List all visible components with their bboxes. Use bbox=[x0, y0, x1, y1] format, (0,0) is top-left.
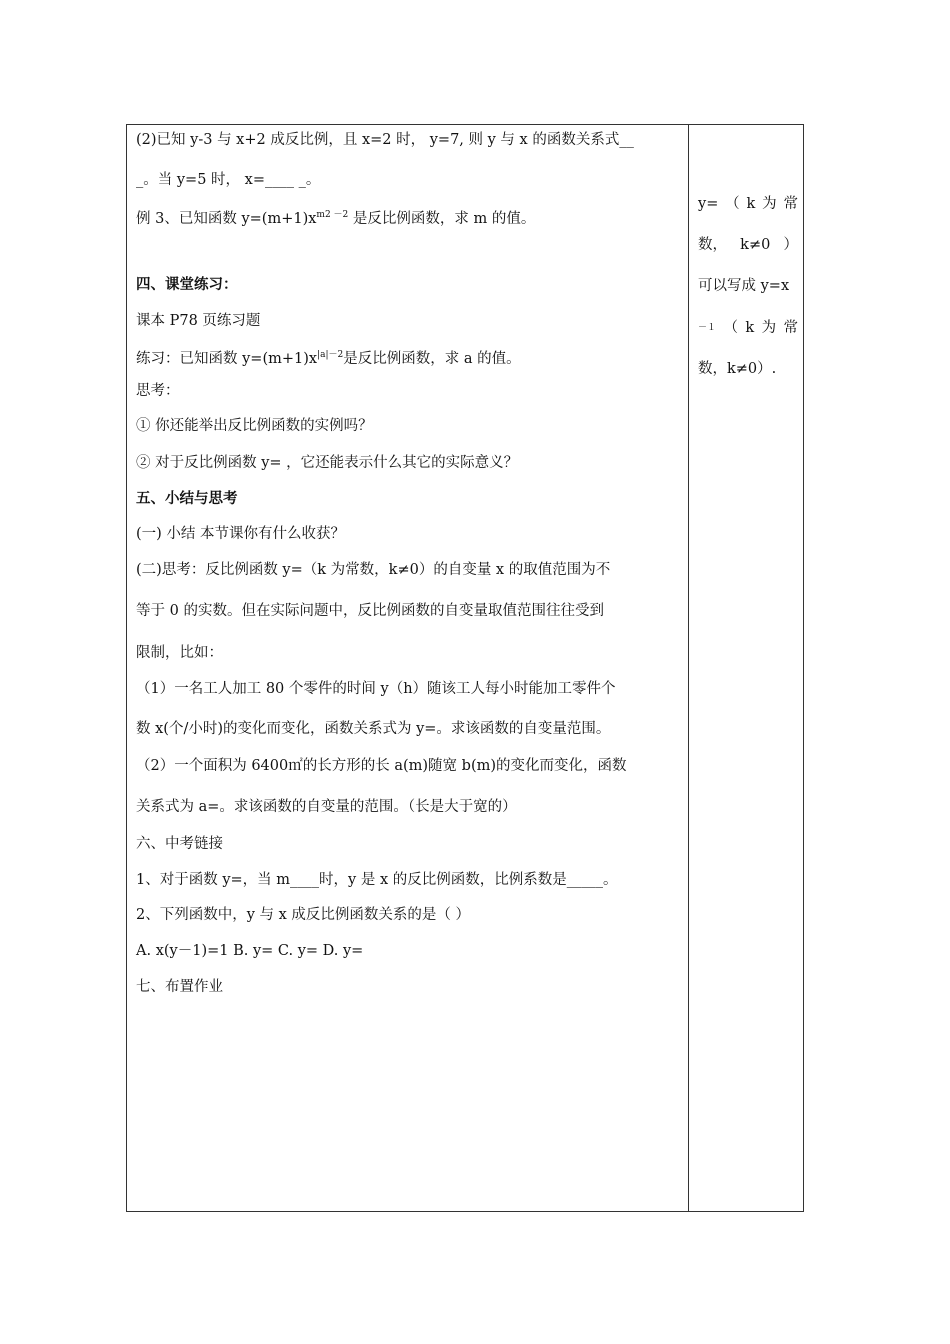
practice-exponent: |a|－2 bbox=[317, 350, 344, 360]
example-1-line-1: （1）一名工人加工 80 个零件的时间 y（h）随该工人每小时能加工零件个 bbox=[136, 681, 616, 697]
exam-question-2: 2、下列函数中，y 与 x 成反比例函数关系的是（ ） bbox=[136, 907, 471, 923]
practice-tail: 是反比例函数，求 a 的值。 bbox=[343, 351, 521, 367]
exam-question-1: 1、对于函数 y=，当 m____时，y 是 x 的反比例函数，比例系数是_____。 bbox=[136, 872, 618, 888]
section-5-heading: 五、小结与思考 bbox=[136, 490, 238, 507]
side-note-token: （ bbox=[723, 320, 738, 336]
reflection-line-1: (二)思考：反比例函数 y=（k 为常数，k≠0）的自变量 x 的取值范围为不 bbox=[136, 562, 611, 578]
side-note-token: k bbox=[746, 196, 756, 212]
example-3-text: 例 3、已知函数 y=(m+1)x bbox=[136, 211, 317, 227]
example-2-line-2: 关系式为 a=。求该函数的自变量的范围。（长是大于宽的） bbox=[136, 799, 517, 815]
column-divider bbox=[688, 124, 689, 1212]
section-6-heading: 六、中考链接 bbox=[136, 836, 223, 852]
think-question-2: ② 对于反比例函数 y= ，它还能表示什么其它的实际意义？ bbox=[136, 455, 519, 471]
example-3 bbox=[136, 205, 682, 229]
side-note-line-3: 可以写成 y=x bbox=[698, 278, 790, 294]
example-1-line-2: 数 x(个/小时)的变化而变化，函数关系式为 y=。求该函数的自变量范围。 bbox=[136, 721, 611, 737]
side-note-exponent: －１ bbox=[698, 323, 717, 333]
example-2-line-1: （2）一个面积为 6400㎡的长方形的长 a(m)随宽 b(m)的变化而变化，函数 bbox=[136, 758, 627, 774]
practice-text: 练习：已知函数 y=(m+1)x bbox=[136, 351, 318, 367]
reflection-line-3: 限制，比如： bbox=[136, 645, 223, 661]
think-label: 思考： bbox=[136, 383, 180, 399]
side-note-token: 为 bbox=[761, 320, 777, 336]
practice-line bbox=[136, 345, 682, 369]
side-note-token: 常 bbox=[783, 320, 798, 336]
side-note-token: ） bbox=[783, 237, 798, 253]
exercise-2-line-2: _。当 y=5 时， x=____ _。 bbox=[136, 172, 321, 188]
think-question-1: ① 你还能举出反比例函数的实例吗？ bbox=[136, 418, 373, 434]
section-7-heading: 七、布置作业 bbox=[136, 979, 223, 995]
side-note-line-2 bbox=[698, 235, 798, 255]
side-note-token: k bbox=[745, 320, 755, 336]
side-note-token: （ bbox=[725, 196, 740, 212]
section-4-heading: 四、课堂练习： bbox=[136, 276, 238, 293]
reflection-line-2: 等于 0 的实数。但在实际问题中，反比例函数的自变量取值范围往往受到 bbox=[136, 603, 604, 619]
exercise-2-line-1: (2)已知 y-3 与 x+2 成反比例，且 x=2 时， y=7, 则 y 与 x 的函数关系式__ bbox=[136, 132, 634, 148]
side-note-line-5: 数，k≠0）. bbox=[698, 361, 777, 377]
exam-question-2-options: A. x(y－1)=1 B. y= C. y= D. y= bbox=[136, 943, 364, 959]
side-note-line-4 bbox=[698, 318, 798, 338]
side-note-token: 常 bbox=[783, 196, 798, 212]
textbook-exercise: 课本 P78 页练习题 bbox=[136, 313, 261, 329]
example-3-tail: 是反比例函数，求 m 的值。 bbox=[348, 211, 536, 227]
side-note-token: y= bbox=[698, 196, 719, 212]
side-note-token: k≠0 bbox=[740, 237, 771, 253]
example-3-exponent: m2 －2 bbox=[316, 210, 349, 220]
summary-line: (一) 小结 本节课你有什么收获？ bbox=[136, 526, 346, 542]
side-note-token: 数， bbox=[698, 237, 727, 253]
side-note-line-1 bbox=[698, 194, 798, 214]
side-note-token: 为 bbox=[762, 196, 777, 212]
